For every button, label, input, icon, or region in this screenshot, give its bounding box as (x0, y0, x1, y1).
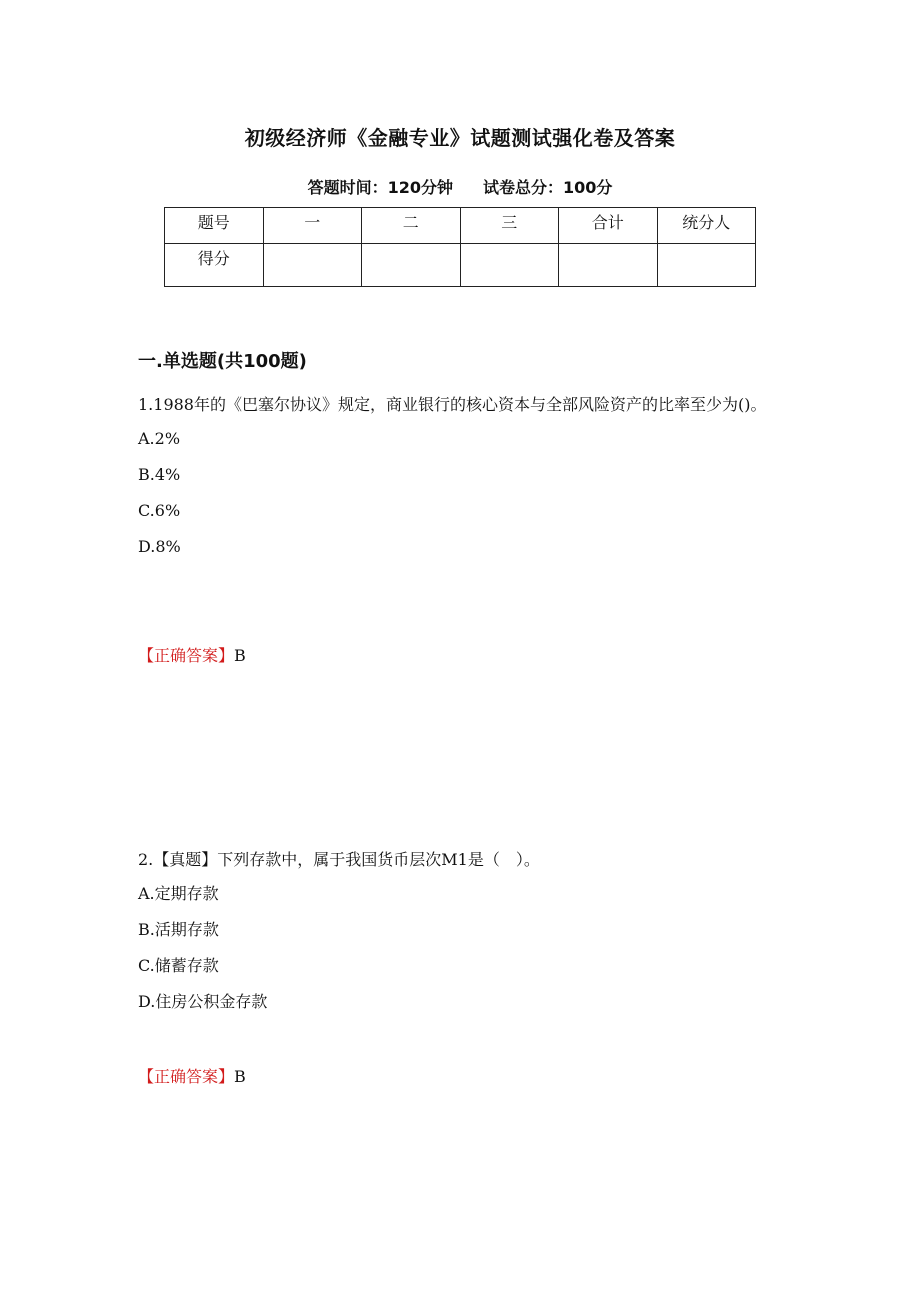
option-d: D.8% (138, 537, 181, 556)
score-table-cell: 统分人 (657, 208, 756, 244)
score-table-cell: 题号 (165, 208, 264, 244)
section-title: 一.单选题(共100题) (138, 351, 307, 372)
question-1 (138, 389, 788, 565)
option-a: A.定期存款 (138, 884, 219, 903)
exam-time: 答题时间：120分钟 (307, 178, 453, 197)
question-text: 2.【真题】下列存款中，属于我国货币层次M1是（ ）。 (138, 850, 540, 869)
answer-2 (138, 1065, 788, 1089)
score-table-empty-cell (460, 244, 559, 287)
score-table-empty-cell (559, 244, 658, 287)
answer-value: B (234, 646, 246, 665)
exam-meta (0, 175, 920, 198)
score-table-empty-cell (657, 244, 756, 287)
score-table-empty-cell (362, 244, 461, 287)
score-table-cell: 三 (460, 208, 559, 244)
exam-total-score: 试卷总分：100分 (483, 178, 613, 197)
question-2 (138, 844, 788, 1020)
score-table (164, 207, 756, 287)
score-table-header-row (165, 208, 756, 244)
answer-label: 【正确答案】 (138, 646, 235, 665)
score-table-cell: 合计 (559, 208, 658, 244)
score-table-score-row (165, 244, 756, 287)
answer-value: B (234, 1067, 246, 1086)
question-text: 1.1988年的《巴塞尔协议》规定，商业银行的核心资本与全部风险资产的比率至少为()。 (138, 395, 767, 414)
answer-label: 【正确答案】 (138, 1067, 235, 1086)
answer-1 (138, 644, 788, 668)
score-table-cell: 得分 (165, 244, 264, 287)
score-table-cell: 二 (362, 208, 461, 244)
option-d: D.住房公积金存款 (138, 992, 268, 1011)
option-c: C.储蓄存款 (138, 956, 219, 975)
option-b: B.4% (138, 465, 181, 484)
option-b: B.活期存款 (138, 920, 219, 939)
option-c: C.6% (138, 501, 181, 520)
option-a: A.2% (138, 429, 181, 448)
document-title: 初级经济师《金融专业》试题测试强化卷及答案 (244, 126, 676, 150)
score-table-empty-cell (263, 244, 362, 287)
score-table-cell: 一 (263, 208, 362, 244)
